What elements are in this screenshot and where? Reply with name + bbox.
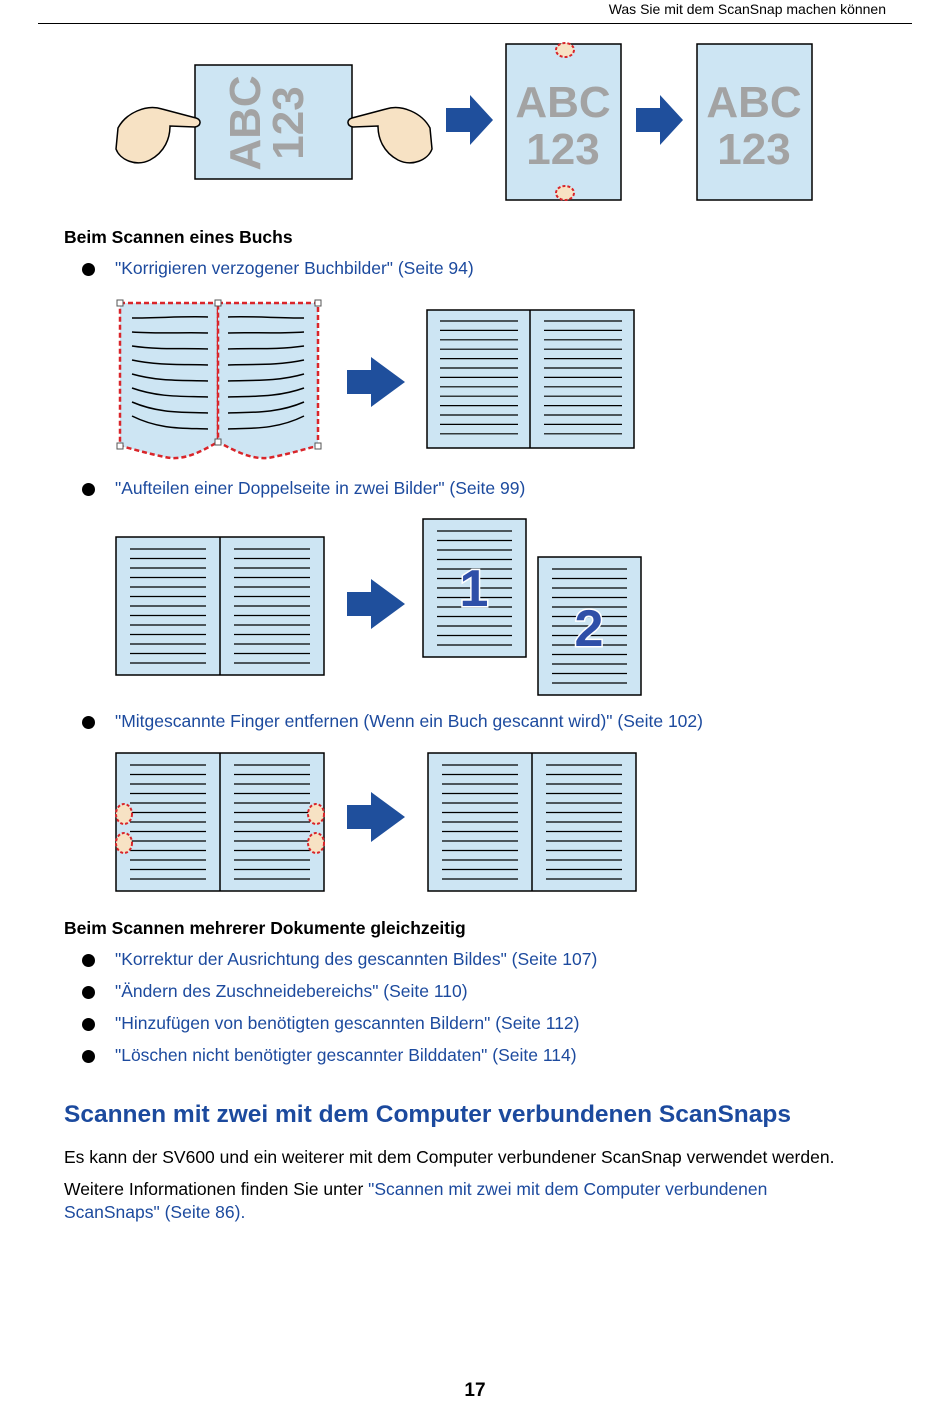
page-rotated-line1: ABC [221,75,270,171]
paragraph [64,1179,767,1200]
bullet [82,483,95,496]
link-delete-image-data[interactable]: "Löschen nicht benötigter gescannter Bilddaten" (Seite 114) [115,1045,577,1065]
multi-section-heading: Beim Scannen mehrerer Dokumente gleichzeitig [64,918,466,938]
link-correct-warped-book[interactable]: "Korrigieren verzogener Buchbilder" (Seite 94) [115,258,474,278]
figure-split-double-page [0,515,950,700]
arrow-icon [347,357,405,407]
bullet [82,1018,95,1031]
paragraph-end: . [240,1202,246,1222]
bullet [82,263,95,276]
page-clean-line2: 123 [717,125,791,174]
figure-finger-removal-document [0,40,950,205]
link-split-double-page[interactable]: "Aufteilen einer Doppelseite in zwei Bilder" (Seite 99) [115,478,526,498]
split-label-2: 2 [574,600,604,658]
bullet [82,1050,95,1063]
bullet [82,986,95,999]
paragraph: Es kann der SV600 und ein weiterer mit dem Computer verbundener ScanSnap verwendet werden. [64,1147,835,1167]
right-hand-icon [348,108,432,163]
link-two-scansnaps[interactable]: "Scannen mit zwei mit dem Computer verbundenen [368,1179,768,1199]
section-title: Scannen mit zwei mit dem Computer verbundenen ScanSnaps [64,1101,791,1128]
link-change-crop-area[interactable]: "Ändern des Zuschneidebereichs" (Seite 110) [115,981,468,1001]
running-header: Was Sie mit dem ScanSnap machen können [608,1,886,17]
link-remove-fingers-book[interactable]: "Mitgescannte Finger entfernen (Wenn ein Buch gescannt wird)" (Seite 102) [115,711,703,731]
paragraph-continued [64,1202,245,1223]
page-with-fingers-line1: ABC [515,78,611,127]
book-section-heading: Beim Scannen eines Buchs [64,227,293,247]
link-add-scanned-images[interactable]: "Hinzufügen von benötigten gescannten Bildern" (Seite 112) [115,1013,580,1033]
page-with-fingers-line2: 123 [526,125,600,174]
link-two-scansnaps-cont[interactable]: ScanSnaps" (Seite 86) [64,1202,241,1222]
split-label-1: 1 [459,560,489,618]
header-rule [38,23,912,24]
bullet [82,716,95,729]
bullet [82,954,95,967]
link-orientation-correction[interactable]: "Korrektur der Ausrichtung des gescannten Bildes" (Seite 107) [115,949,598,969]
paragraph-text: Weitere Informationen finden Sie unter [64,1179,369,1199]
arrow-icon [636,95,683,145]
arrow-icon [347,792,405,842]
arrow-icon [446,95,493,145]
figure-warped-book-correction [0,295,950,470]
figure-book-finger-removal [0,748,950,898]
arrow-icon [347,579,405,629]
left-hand-icon [116,108,200,163]
page-number: 17 [464,1380,486,1401]
page-clean-line1: ABC [706,78,802,127]
page-rotated-line2: 123 [264,86,313,160]
